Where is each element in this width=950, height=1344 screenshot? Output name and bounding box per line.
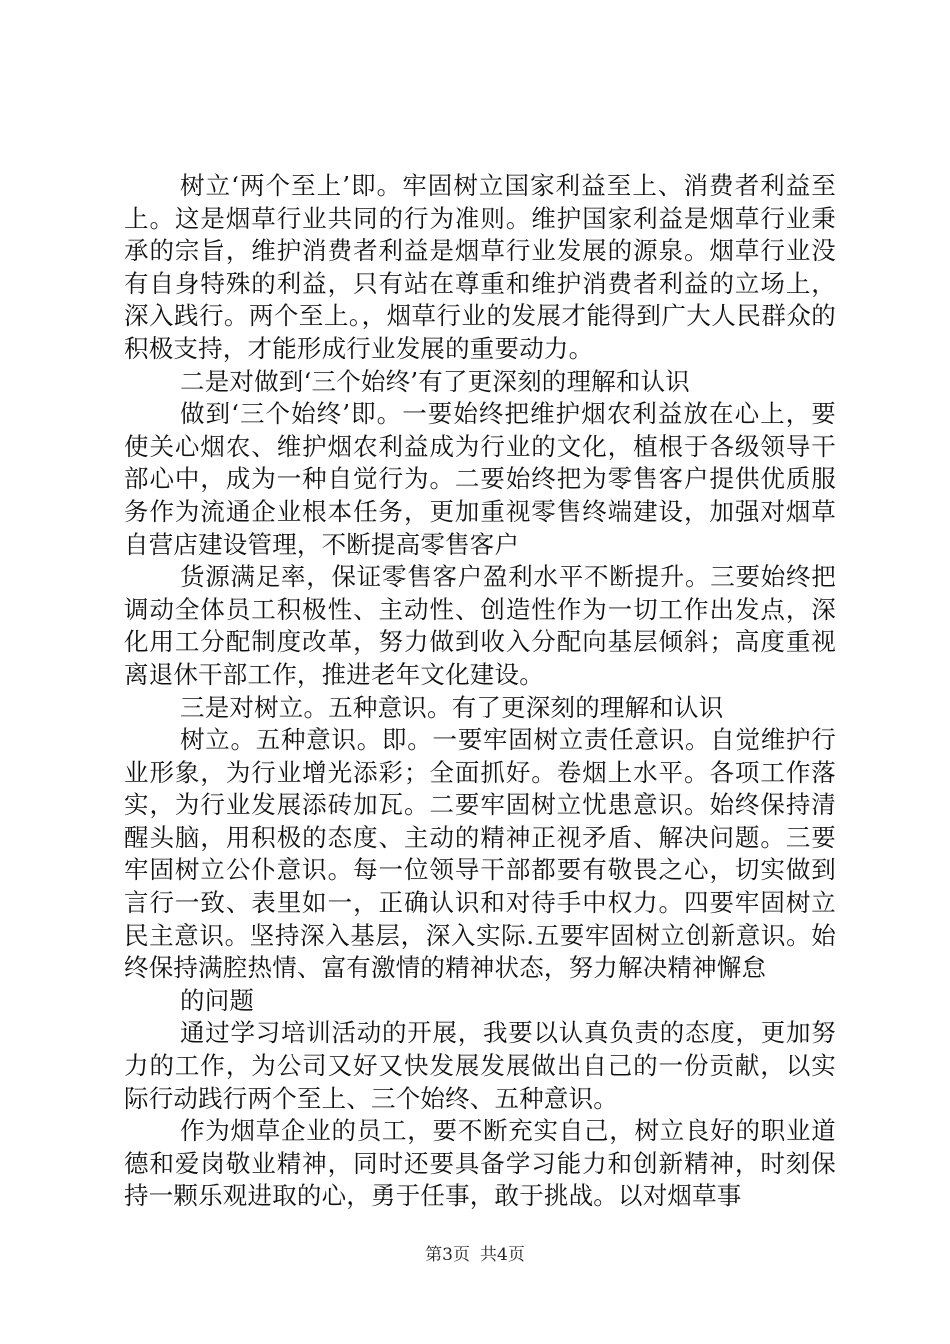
heading-three-always: 二是对做到‘三个始终’有了更深刻的理解和认识: [180, 366, 690, 396]
paragraph-problem-fragment: 的问题: [180, 985, 255, 1015]
paragraph-three-always: 做到‘三个始终’即。一要始终把维护烟农利益放在心上，要使关心烟农、维护烟农利益成为行业的文化，植根于各级领导干部心中，成为一种自觉行为。二要始终把为零售客户提供优质服务作为流通企业根本任务，更加重视零售终端建设，加强对烟草自营店建设管理，不断提高零售客户: [124, 399, 836, 559]
paragraph-two-supremacies: 树立‘两个至上’即。牢固树立国家利益至上、消费者利益至上。这是烟草行业共同的行为准则。维护国家利益是烟草行业秉承的宗旨，维护消费者利益是烟草行业发展的源泉。烟草行业没有自身特殊的利益，只有站在尊重和维护消费者利益的立场上，深入践行。两个至上。，烟草行业的发展才能得到广大人民群众的积极支持，才能形成行业发展的重要动力。: [124, 171, 836, 363]
paragraph-supply-satisfaction: 货源满足率，保证零售客户盈利水平不断提升。三要始终把调动全体员工积极性、主动性、创造性作为一切工作出发点，深化用工分配制度改革，努力做到收入分配向基层倾斜；高度重视离退休干部工作，推进老年文化建设。: [124, 562, 836, 689]
paragraph-training-contribution: 通过学习培训活动的开展，我要以认真负责的态度，更加努力的工作，为公司又好又快发展发展做出自己的一份贡献，以实际行动践行两个至上、三个始终、五种意识。: [124, 1018, 836, 1113]
page-number: 第3页: [425, 1245, 470, 1265]
page-total: 共4页: [480, 1245, 525, 1265]
paragraph-employee-ethics: 作为烟草企业的员工，要不断充实自己，树立良好的职业道德和爱岗敬业精神，同时还要具备学习能力和创新精神，时刻保持一颗乐观进取的心，勇于任事，敢于挑战。以对烟草事: [124, 1116, 836, 1211]
heading-five-awareness: 三是对树立。五种意识。有了更深刻的理解和认识: [180, 692, 724, 722]
paragraph-five-awareness: 树立。五种意识。即。一要牢固树立责任意识。自觉维护行业形象，为行业增光添彩；全面抓好。卷烟上水平。各项工作落实，为行业发展添砖加瓦。二要牢固树立忧患意识。始终保持清醒头脑，用积极的态度、主动的精神正视矛盾、解决问题。三要牢固树立公仆意识。每一位领导干部都要有敬畏之心，切实做到言行一致、表里如一，正确认识和对待手中权力。四要牢固树立民主意识。坚持深入基层，深入实际.五要牢固树立创新意识。始终保持满腔热情、富有激情的精神状态，努力解决精神懈怠: [124, 725, 836, 983]
document-body: [124, 170, 836, 1213]
page-footer: [0, 1244, 950, 1266]
